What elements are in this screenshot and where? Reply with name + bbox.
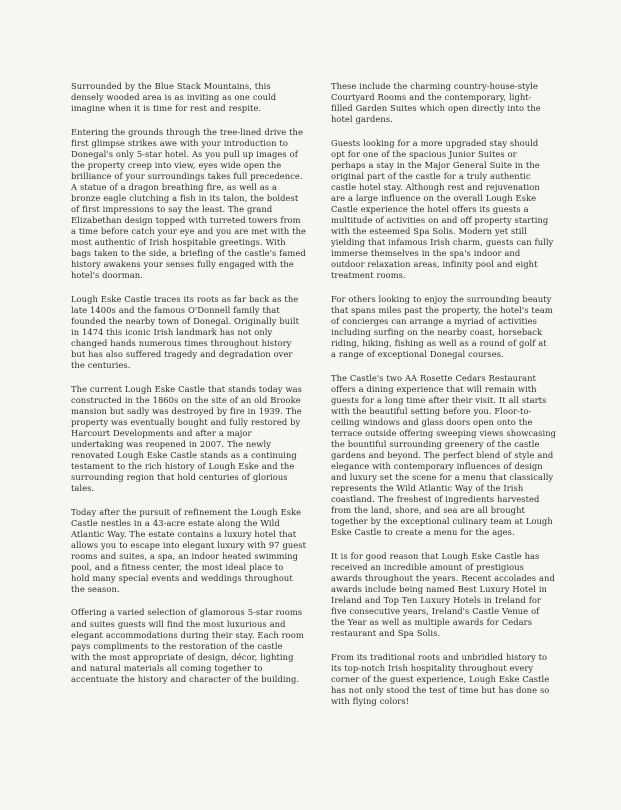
paragraph-castle-roots: Lough Eske Castle traces its roots as far back as the late 1400s and the famous O'Donnell family that founded the nearby town of Donegal. Originally built in 1474 this iconic Irish landmark has not only changed hands numerous times throughout history but has also suffered tragedy and degradation over the centuries. <box>71 293 300 371</box>
paragraph-cedars-restaurant: The Castle's two AA Rosette Cedars Restaurant offers a dining experience that will remain with guests for a long time after their visit. It all starts with the beautiful setting before you. Floor-to- ceiling windows and glass doors open onto the terrace outside offering sweeping views showcasing the bountiful surrounding greenery of the castle gardens and beyond. The perfect blend of style and elegance with contemporary influences of design and luxury set the scene for a menu that classically represents the Wild Atlantic Way of the Irish coastland. The freshest of ingredients harvested from the land, shore, and sea are all brought together by the exceptional culinary team at Lough Eske Castle to create a menu for the ages. <box>331 372 557 538</box>
paragraph-courtyard-rooms: These include the charming country-house-style Courtyard Rooms and the contemporary, light- filled Garden Suites which open directly into the hotel gardens. <box>331 81 541 125</box>
right-column <box>331 81 573 719</box>
paragraph-entering-grounds: Entering the grounds through the tree-lined drive the first glimpse strikes awe with your introduction to Donegal's only 5-star hotel. As you pull up images of the property creep into view, eyes wide open the brilliance of your surroundings takes full precedence. A statue of a dragon breathing fire, as well as a bronze eagle clutching a fish in its talon, the boldest of first impressions to say the least. The grand Elizabethan design topped with turreted towers from a time before catch your eye and you are met with the most authentic of Irish hospitable greetings. With bags taken to the side, a briefing of the castle's famed history awakens your senses fully engaged with the hotel's doorman. <box>71 126 307 281</box>
paragraph-awards: It is for good reason that Lough Eske Castle has received an incredible amount of prestigious awards throughout the years. Recent accolades and awards include being named Best Luxury Hotel in Ireland and Top Ten Luxury Hotels in Ireland for five consecutive years, Ireland's Castle Venue of the Year as well as multiple awards for Cedars restaurant and Spa Solis. <box>331 550 555 639</box>
paragraph-blue-stack-mountains: Surrounded by the Blue Stack Mountains, this densely wooded area is as inviting as one could imagine when it is time for rest and respite. <box>71 81 277 114</box>
paragraph-junior-suites-spa: Guests looking for a more upgraded stay should opt for one of the spacious Junior Suites or perhaps a stay in the Major General Suite in the original part of the castle for a truly authentic castle hotel stay. Although rest and rejuvenation are a large influence on the overall Lough Eske Castle experience the hotel offers its guests a multitude of activities on and off property starting with the esteemed Spa Solis. Modern yet still yielding that infamous Irish charm, guests can fully immerse themselves in the spa's indoor and outdoor relaxation areas, infinity pool and eight treatment rooms. <box>331 137 554 281</box>
paragraph-rooms-suites: Offering a varied selection of glamorous 5-star rooms and suites guests will find the most luxurious and elegant accommodations during their stay. Each room pays compliments to the restoration of the castle with the most appropriate of design, décor, lighting and natural materials all coming together to accentuate the history and character of the building. <box>71 607 304 684</box>
paragraph-current-castle: The current Lough Eske Castle that stands today was constructed in the 1860s on the site of an old Brooke mansion but sadly was destroyed by fire in 1939. The property was eventually bought and fully restored by Harcourt Developments and after a major undertaking was reopened in 2007. The newly renovated Lough Eske Castle stands as a continuing testament to the rich history of Lough Eske and the surrounding region that hold centuries of glorious tales. <box>71 383 303 494</box>
paragraph-estate: Today after the pursuit of refinement the Lough Eske Castle nestles in a 43-acre estate along the Wild Atlantic Way. The estate contains a luxury hotel that allows you to escape into elegant luxury with 97 guest rooms and suites, a spa, an indoor heated swimming pool, and a fitness center, the most ideal place to hold many special events and weddings throughout the season. <box>71 506 307 594</box>
paragraph-conclusion: From its traditional roots and unbridled history to its top-notch Irish hospitality throughout every corner of the guest experience, Lough Eske Castle has not only stood the test of time but has done so with flying colors! <box>331 651 550 706</box>
left-column <box>71 81 313 697</box>
paragraph-activities: For others looking to enjoy the surrounding beauty that spans miles past the property, the hotel's team of concierges can arrange a myriad of activities including surfing on the nearby coast, horseback riding, hiking, fishing as well as a round of golf at a range of exceptional Donegal courses. <box>331 293 553 360</box>
